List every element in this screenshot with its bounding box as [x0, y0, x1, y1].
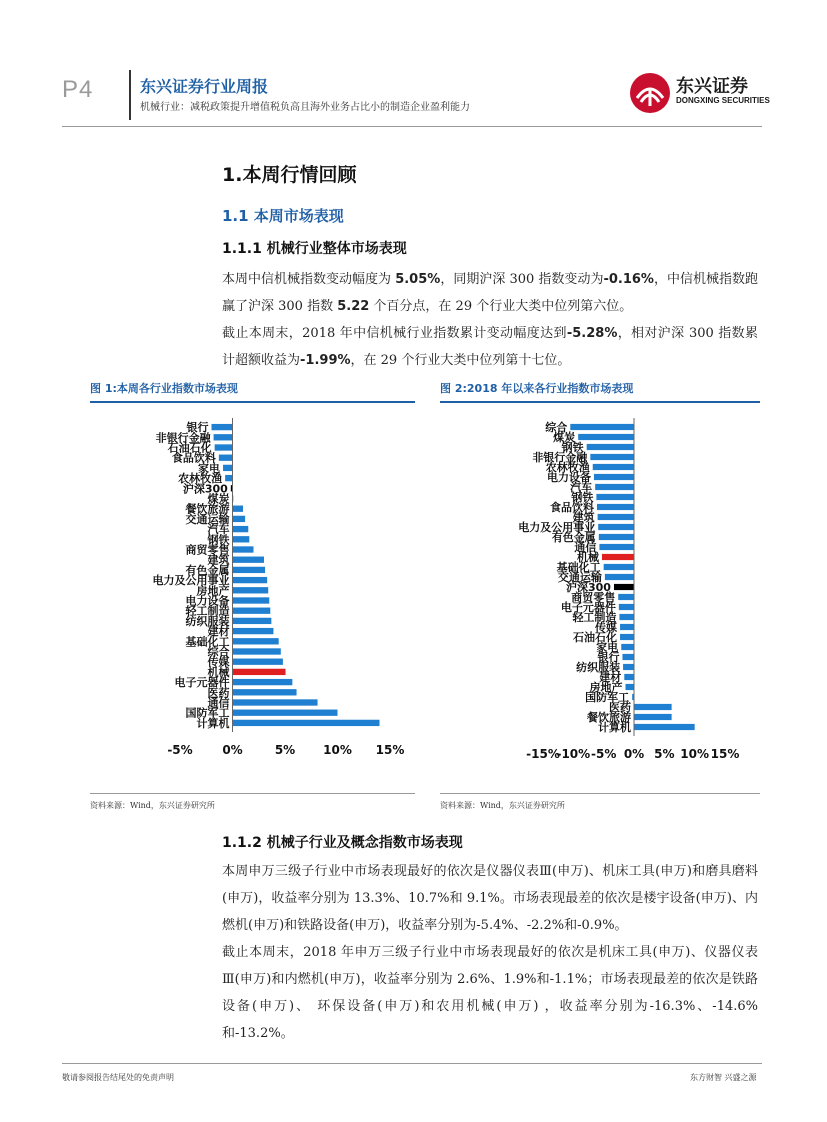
category-label: 传媒 — [595, 621, 618, 634]
bar-29 — [233, 720, 380, 726]
category-label: 房地产 — [589, 681, 623, 694]
bar-19 — [619, 614, 634, 620]
logo-text-cn: 东兴证券 — [676, 76, 748, 97]
report-name: 东兴证券行业周报 — [140, 77, 269, 96]
bar-24 — [623, 664, 634, 670]
bar-13 — [602, 554, 634, 560]
category-label: 电力设备 — [185, 594, 230, 608]
tick-label: 10% — [323, 743, 352, 757]
category-label: 食品饮料 — [171, 451, 216, 465]
bar-29 — [634, 714, 672, 720]
footer-rule — [62, 1063, 762, 1064]
tick-label: 15% — [375, 743, 405, 757]
category-label: 房地产 — [196, 584, 230, 598]
bar-0 — [570, 424, 634, 430]
category-label: 电力及公用事业 — [152, 574, 230, 588]
tick-label: 10% — [680, 747, 710, 761]
paragraph-1: 本周中信机械指数变动幅度为 5.05%，同期沪深 300 指数变动为-0.16%，中信机械指数跑赢了沪深 300 指数 5.22 个百分点，在 29 个行业大类中位列第六位。 — [222, 272, 758, 314]
tick-label: -10% — [556, 747, 591, 761]
category-label: 煤炭 — [553, 431, 576, 444]
category-label: 轻工制造 — [185, 604, 230, 618]
category-label: 电子元器件 — [560, 601, 616, 614]
bar-10 — [598, 524, 634, 530]
subsection-title: 1.1 本周市场表现 — [222, 207, 344, 225]
source-rule-2 — [440, 793, 760, 794]
chart-ytd-industry — [435, 410, 765, 770]
page-number: P4 — [62, 76, 94, 103]
figure-1-source: 资料来源：Wind，东兴证券研究所 — [90, 801, 215, 810]
bar-7 — [596, 494, 634, 500]
paragraph-4: 截止本周末，2018 年申万三级子行业中市场表现最好的依次是机床工具(申万)、仪器仪表Ⅲ(申万)和内燃机(申万)，收益率分别为 2.6%、1.9%和-1.1%；市场表现最差的依次是铁路设备(申万)、 环保设备(申万)和农用机械(申万) ，收益率分别为-16.3%、-14.6%和-13.2%。 — [222, 945, 758, 1041]
category-label: 建材 — [207, 625, 230, 639]
category-label: 电子元器件 — [174, 676, 230, 690]
tick-label: -5% — [590, 747, 617, 761]
category-label: 机械 — [207, 665, 230, 679]
category-label: 家电 — [198, 461, 221, 475]
category-label: 餐饮旅游 — [185, 502, 230, 516]
tick-label: 5% — [654, 747, 675, 761]
category-label: 钢铁 — [561, 441, 584, 454]
bar-14 — [233, 567, 266, 573]
category-label: 石油石化 — [573, 631, 618, 644]
bar-16 — [233, 587, 269, 593]
bar-25 — [624, 674, 634, 680]
bar-17 — [618, 594, 634, 600]
bar-28 — [634, 704, 672, 710]
figure-2-rule — [440, 401, 760, 403]
bar-3 — [219, 455, 233, 461]
category-label: 银行 — [186, 421, 209, 435]
bar-20 — [620, 624, 634, 630]
bar-15 — [605, 574, 634, 580]
bar-9 — [233, 516, 246, 522]
subsubsection-title-2: 1.1.2 机械子行业及概念指数市场表现 — [222, 835, 463, 851]
category-label: 农林牧渔 — [545, 461, 590, 474]
category-label: 通信 — [207, 696, 230, 710]
header-rule — [62, 126, 762, 127]
bar-26 — [626, 684, 634, 690]
bar-8 — [597, 504, 634, 510]
tick-label: -5% — [167, 743, 193, 757]
footer-disclaimer: 敬请参阅报告结尾处的免责声明 — [62, 1073, 174, 1082]
report-subtitle: 机械行业：减税政策提升增值税负高且海外业务占比小的制造企业盈利能力 — [140, 102, 470, 113]
bar-3 — [590, 454, 634, 460]
bar-13 — [233, 557, 265, 563]
subsubsection-title-1: 1.1.1 机械行业整体市场表现 — [222, 241, 407, 257]
category-label: 有色金属 — [551, 531, 596, 544]
category-label: 汽车 — [570, 481, 593, 494]
bar-11 — [233, 536, 250, 542]
category-label: 汽车 — [207, 523, 230, 537]
bar-27 — [233, 699, 318, 705]
bar-2 — [215, 444, 233, 450]
bar-5 — [594, 474, 634, 480]
category-label: 交通运输 — [557, 571, 602, 584]
category-label: 基础化工 — [556, 561, 601, 574]
bar-11 — [599, 534, 634, 540]
bar-23 — [622, 654, 634, 660]
bar-2 — [587, 444, 634, 450]
bar-12 — [599, 544, 634, 550]
category-label: 建筑 — [572, 511, 595, 524]
tick-label: 0% — [222, 743, 243, 757]
category-label: 医药 — [207, 686, 230, 700]
category-label: 建材 — [599, 671, 622, 684]
bar-16 — [614, 584, 634, 590]
bar-15 — [233, 577, 268, 583]
bar-30 — [634, 724, 695, 730]
category-label: 农林牧渔 — [178, 472, 223, 486]
bar-21 — [620, 634, 634, 640]
logo-text-en: DONGXING SECURITIES — [676, 96, 770, 105]
bar-18 — [233, 608, 271, 614]
category-label: 综合 — [545, 421, 568, 434]
figure-2-title: 图 2:2018 年以来各行业指数市场表现 — [440, 382, 634, 395]
category-label: 医药 — [609, 701, 631, 714]
bar-18 — [619, 604, 634, 610]
chart-weekly-industry — [80, 410, 410, 770]
bar-14 — [604, 564, 634, 570]
category-label: 交通运输 — [185, 512, 230, 526]
category-label: 非银行金融 — [532, 451, 588, 464]
category-label: 传媒 — [207, 655, 230, 669]
category-label: 机械 — [576, 551, 599, 564]
figure-1-rule — [90, 401, 415, 403]
category-label: 纺织服装 — [185, 614, 230, 628]
bar-19 — [233, 618, 272, 624]
category-label: 商贸零售 — [571, 591, 616, 604]
category-label: 国防军工 — [585, 691, 630, 704]
category-label: 综合 — [207, 645, 230, 659]
bar-17 — [233, 597, 270, 603]
bar-4 — [223, 465, 232, 471]
category-label: 建筑 — [207, 553, 230, 567]
category-label: 计算机 — [598, 721, 631, 734]
bar-24 — [233, 669, 286, 675]
category-label: 沪深300 — [566, 581, 611, 594]
category-label: 基础化工 — [185, 635, 230, 649]
category-label: 有色金属 — [185, 563, 230, 577]
bar-20 — [233, 628, 274, 634]
category-label: 电力及公用事业 — [518, 521, 596, 534]
bar-26 — [233, 689, 297, 695]
bar-1 — [214, 434, 233, 440]
bar-1 — [578, 434, 634, 440]
bar-12 — [233, 546, 254, 552]
category-label: 餐饮旅游 — [587, 711, 631, 724]
paragraph-2: 截止本周末，2018 年中信机械行业指数累计变动幅度达到-5.28%，相对沪深 300 指数累计超额收益为-1.99%，在 29 个行业大类中位列第十七位。 — [222, 326, 759, 368]
category-label: 轻工制造 — [572, 611, 617, 624]
category-label: 商贸零售 — [185, 543, 230, 557]
category-label: 纺织服装 — [576, 661, 621, 674]
bar-0 — [212, 424, 233, 430]
category-label: 通信 — [574, 541, 597, 554]
paragraph-3: 本周申万三级子行业中市场表现最好的依次是仪器仪表Ⅲ(申万)、机床工具(申万)和磨具磨料(申万)，收益率分别为 13.3%、10.7%和 9.1%。市场表现最差的依次是楼宇设备(申万)、内燃机(申万)和铁路设备(申万)，收益率分别为-5.4%、-2.2%和-0.9%。 — [222, 864, 758, 933]
bar-23 — [233, 659, 283, 665]
category-label: 国防军工 — [185, 706, 230, 720]
category-label: 钢铁 — [207, 533, 230, 547]
dongxing-logo-icon — [629, 72, 671, 114]
category-label: 沪深300 — [182, 482, 228, 496]
bar-5 — [225, 475, 232, 481]
category-label: 食品饮料 — [549, 501, 594, 514]
bar-10 — [233, 526, 249, 532]
figure-2-source: 资料来源：Wind，东兴证券研究所 — [440, 801, 565, 810]
figure-1-title: 图 1:本周各行业指数市场表现 — [90, 382, 238, 395]
tick-label: 5% — [274, 743, 296, 757]
tick-label: 15% — [710, 747, 740, 761]
header-divider — [129, 70, 131, 120]
bar-8 — [233, 506, 244, 512]
category-label: 电力设备 — [546, 471, 591, 484]
bar-6 — [595, 484, 634, 490]
bar-21 — [233, 638, 279, 644]
footer-slogan: 东方财智 兴盛之源 — [690, 1073, 757, 1082]
bar-28 — [233, 710, 338, 716]
category-label: 煤炭 — [207, 492, 230, 506]
bar-25 — [233, 679, 293, 685]
tick-label: 0% — [623, 747, 645, 761]
bar-9 — [598, 514, 634, 520]
category-label: 银行 — [597, 651, 620, 664]
bar-22 — [233, 648, 281, 654]
bar-22 — [621, 644, 634, 650]
category-label: 钢铁 — [571, 491, 594, 504]
category-label: 非银行金融 — [155, 431, 211, 445]
category-label: 石油石化 — [167, 441, 212, 455]
section-title: 1.本周行情回顾 — [222, 164, 357, 186]
source-rule-1 — [90, 793, 415, 794]
tick-label: -15% — [526, 747, 560, 761]
bar-4 — [593, 464, 634, 470]
category-label: 计算机 — [196, 716, 230, 730]
category-label: 家电 — [596, 641, 619, 654]
